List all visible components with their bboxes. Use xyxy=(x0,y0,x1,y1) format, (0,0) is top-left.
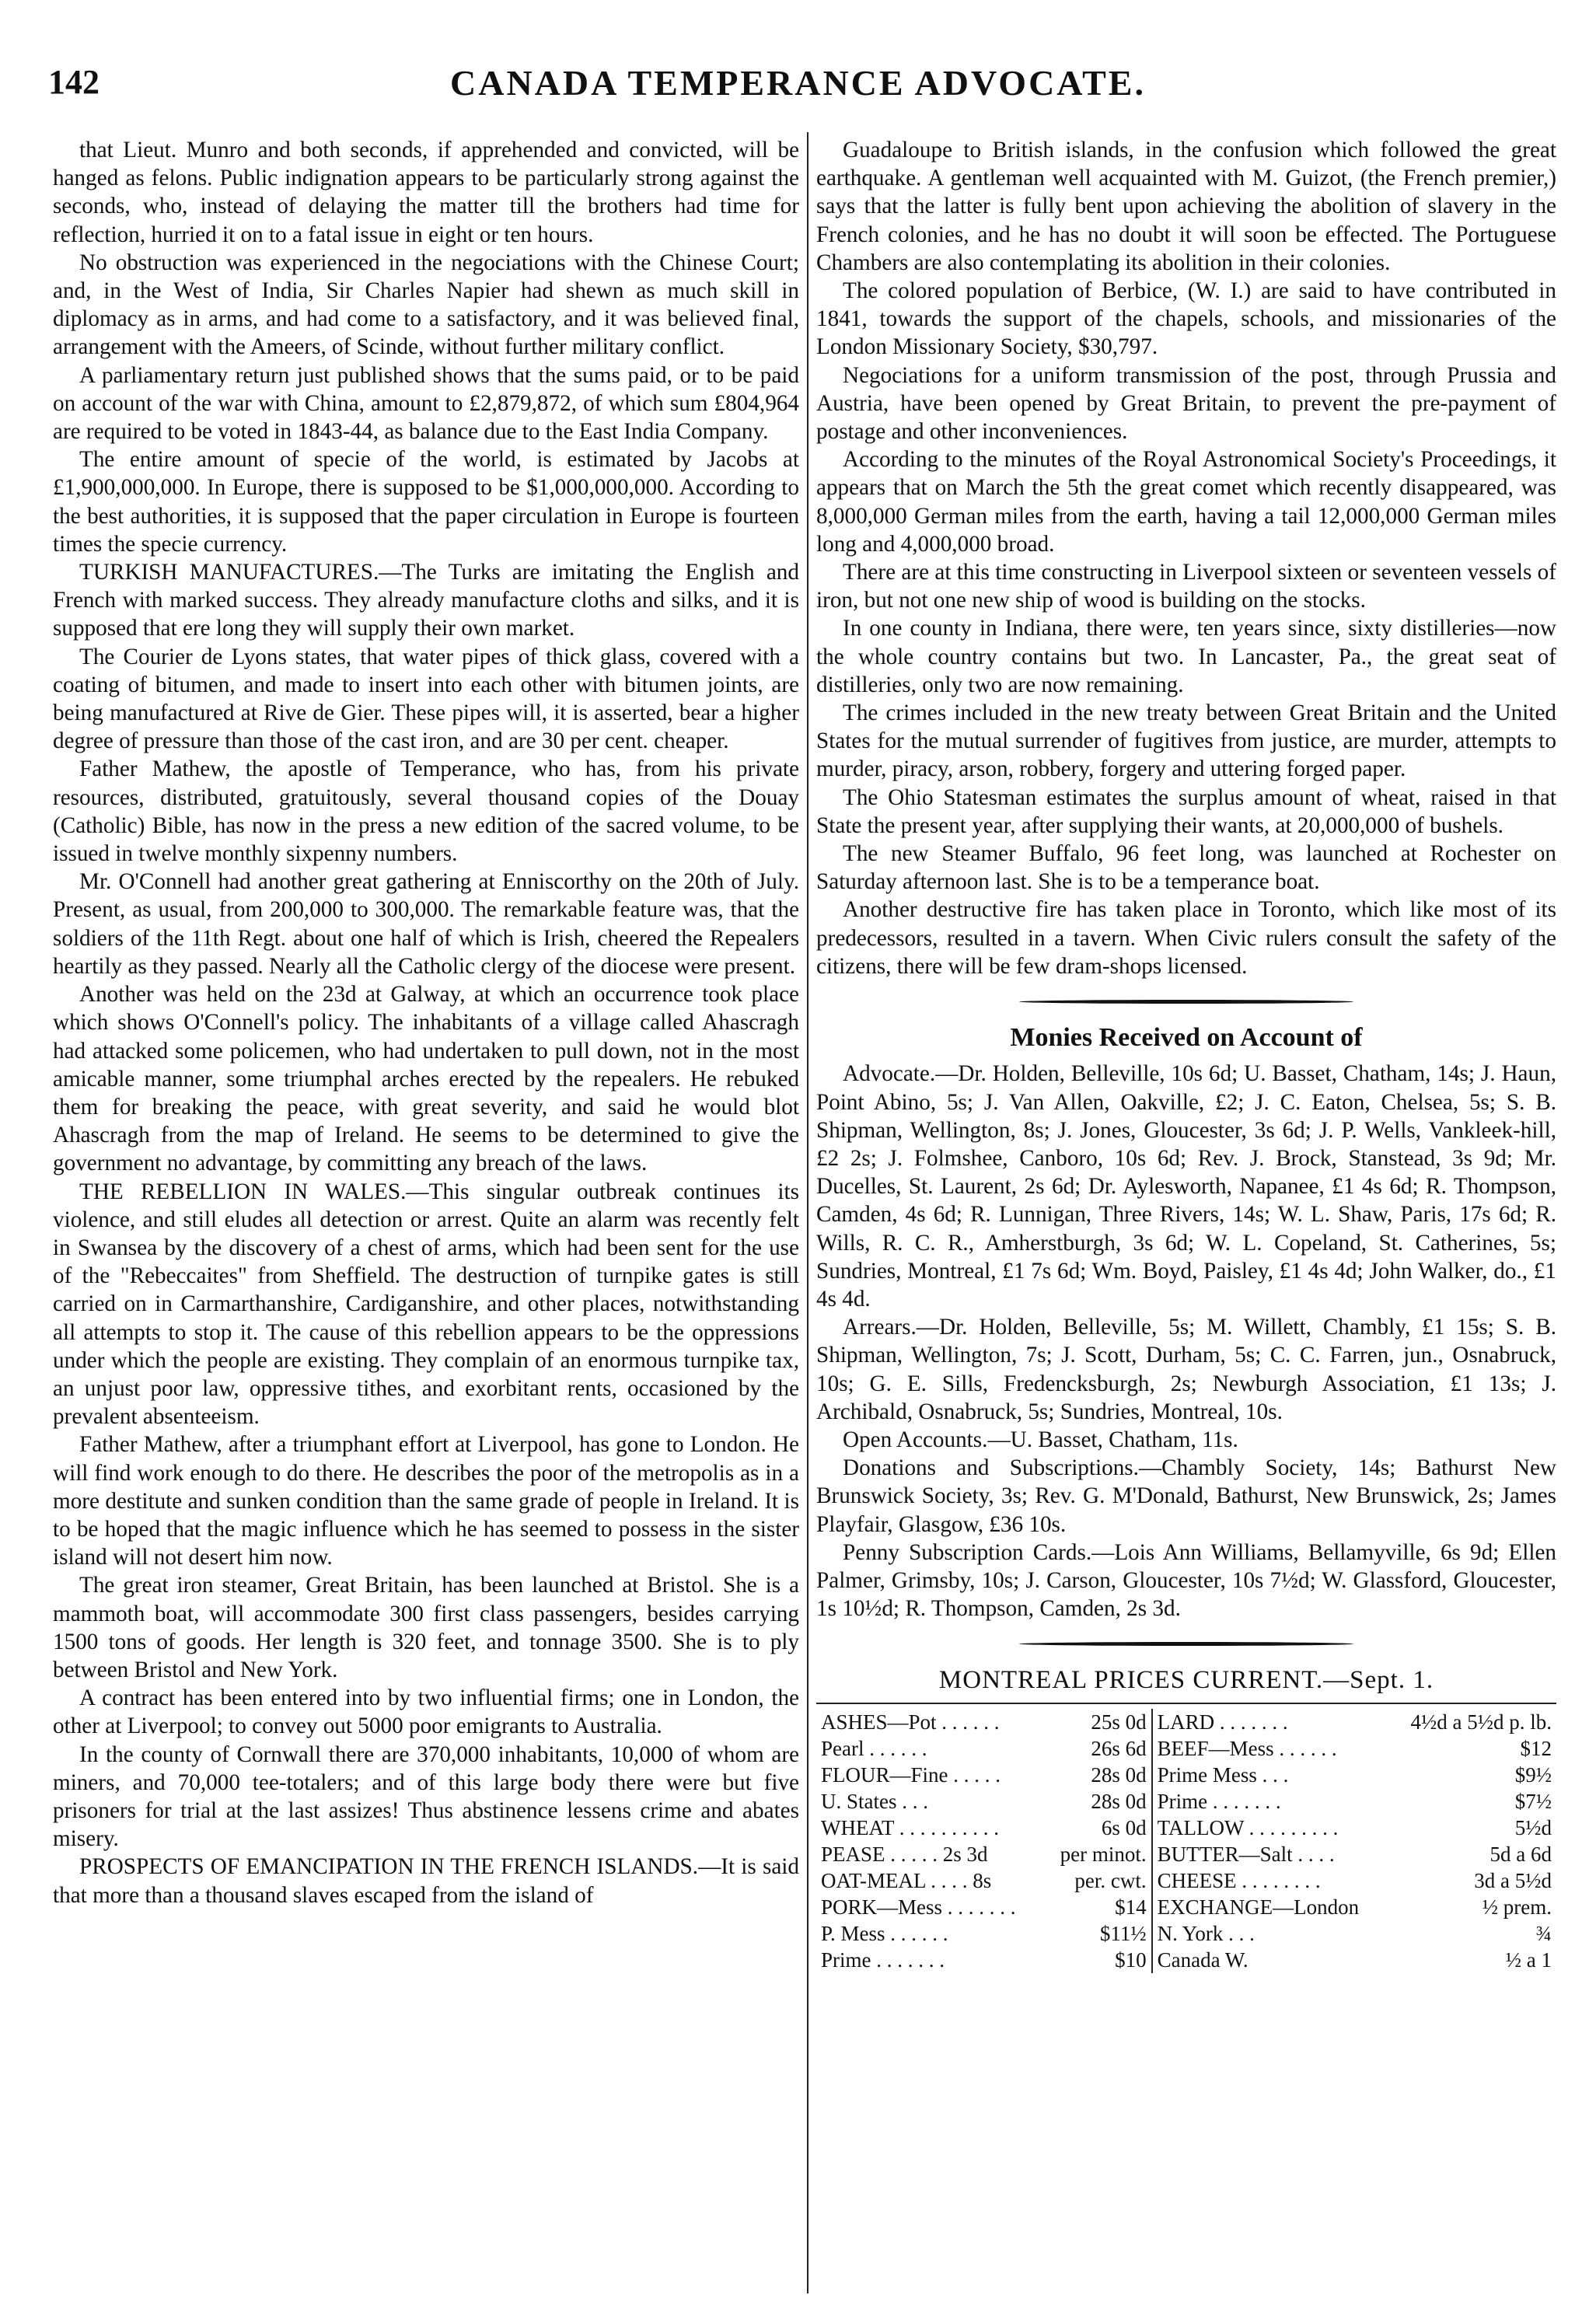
price-label: PORK—Mess . . . . . . . xyxy=(821,1895,1016,1919)
price-label: Prime . . . . . . . xyxy=(1157,1789,1281,1813)
table-row xyxy=(816,1788,1556,1815)
monies-entry: Penny Subscription Cards.—Lois Ann Williams, Bellamyville, 6s 9d; Ellen Palmer, Grimsby, 10s; J. Carson, Gloucester, 10s 7½d; W. Glassford, Gloucester, 1s 10½d; R. Thompson, Camden, 2s 3d. xyxy=(816,1539,1556,1622)
paragraph: In one county in Indiana, there were, ten years since, sixty distilleries—now the whole country contains but two. In Lancaster, Pa., the great seat of distilleries, only two are now remaining. xyxy=(816,616,1556,697)
paragraph: The Courier de Lyons states, that water pipes of thick glass, covered with a coating of bitumen, and made to insert into each other with bitumen joints, are being manufactured at Rive de Gier. These pipes will, it is asserted, bear a higher degree of pressure than those of the cast iron, and are 30 per cent. cheaper. xyxy=(53,644,799,754)
price-value: 26s 6d xyxy=(1044,1735,1151,1762)
monies-entry: Donations and Subscriptions.—Chambly Society, 14s; Bathurst New Brunswick Society, 3s; Rev. G. M'Donald, Bathurst, New Brunswick, 2s; James Playfair, Glasgow, £36 10s. xyxy=(816,1455,1556,1537)
price-value: 6s 0d xyxy=(1044,1815,1151,1841)
page-title: CANADA TEMPERANCE ADVOCATE. xyxy=(450,63,1146,103)
paragraph: Father Mathew, after a triumphant effort at Liverpool, has gone to London. He will find work enough to do there. He describes the poor of the metropolis as in a more destitute and sunken condition than the same grade of people in Ireland. It is to be hoped that the magic influence which he has seemed to possess in the sister island will not desert him now. xyxy=(53,1432,799,1570)
table-row xyxy=(816,1867,1556,1894)
monies-entry: Advocate.—Dr. Holden, Belleville, 10s 6d; U. Basset, Chatham, 14s; J. Haun, Point Abino, 5s; J. Van Allen, Oakville, £2; J. C. Eaton, Chelsea, 5s; S. B. Shipman, Wellington, 8s; J. Jones, Gloucester, 3s 6d; J. P. Wells, Vankleek-hill, £2 2s; J. Folmshee, Canboro, 10s 6d; Rev. J. Brock, Stanstead, 3s 9d; Mr. Ducelles, St. Laurent, 2s 6d; Dr. Aylesworth, Napanee, £1 4s 6d; R. Thompson, Camden, 4s 6d; R. Lunnigan, Three Rivers, 14s; W. L. Shaw, Paris, 17s 6d; R. Wills, R. C. R., Amherstburgh, 3s 6d; W. L. Copeland, St. Catherines, 5s; Sundries, Montreal, £1 7s 6d; Wm. Boyd, Paisley, £1 4s 4d; John Walker, do., £1 4s 4d. xyxy=(816,1061,1556,1312)
monies-entry: Arrears.—Dr. Holden, Belleville, 5s; M. Willett, Chambly, £1 15s; S. B. Shipman, Wellington, 7s; J. Scott, Durham, 5s; C. C. Farren, jun., Osnabruck, 10s; G. E. Sills, Fredencksburgh, 2s; Newburgh Association, £1 13s; J. Archibald, Osnabruck, 5s; Sundries, Montreal, 10s. xyxy=(816,1315,1556,1424)
monies-entry: Open Accounts.—U. Basset, Chatham, 11s. xyxy=(843,1427,1238,1452)
paragraph: Mr. O'Connell had another great gathering at Enniscorthy on the 20th of July. Present, as usual, from 200,000 to 300,000. The remarkable feature was, that the soldiers of the 11th Regt. about one half of which is Irish, cheered the Repealers heartily as they passed. Nearly all the Catholic clergy of the diocese were present. xyxy=(53,869,799,979)
price-value: 4½d a 5½d p. lb. xyxy=(1410,1710,1552,1734)
price-value: $12 xyxy=(1520,1736,1552,1760)
price-value: 28s 0d xyxy=(1044,1788,1151,1815)
price-label: Prime Mess . . . xyxy=(1157,1762,1289,1787)
price-value: ½ prem. xyxy=(1482,1895,1552,1919)
price-value: ½ a 1 xyxy=(1505,1947,1552,1972)
table-row xyxy=(816,1920,1556,1947)
paragraph: Father Mathew, the apostle of Temperance, who has, from his private resources, distributed, gratuitously, several thousand copies of the Douay (Catholic) Bible, has now in the press a new edition of the sacred volume, to be issued in twelve monthly sixpenny numbers. xyxy=(53,756,799,867)
prices-title: MONTREAL PRICES CURRENT.—Sept. 1. xyxy=(938,1666,1434,1695)
paragraph: The colored population of Berbice, (W. I.) are said to have contributed in 1841, towards the support of the chapels, schools, and missionaries of the London Missionary Society, $30,797. xyxy=(816,278,1556,360)
paragraph: that Lieut. Munro and both seconds, if apprehended and convicted, will be hanged as felons. Public indignation appears to be particularly strong against the seconds, who, instead of delaying the matter till the brothers had time for reflection, hurried it on to a fatal issue in eight or ten hours. xyxy=(53,138,799,247)
price-value: per. cwt. xyxy=(1044,1867,1151,1894)
price-label: Canada W. xyxy=(1157,1947,1249,1972)
paragraph: The crimes included in the new treaty between Great Britain and the United States for the mutual surrender of fugitives from justice, are murder, attempts to murder, piracy, arson, robbery, forgery and uttering forged paper. xyxy=(816,700,1556,782)
paragraph: The great iron steamer, Great Britain, has been launched at Bristol. She is a mammoth boat, will accommodate 300 first class passengers, besides carrying 1500 tons of goods. Her length is 320 feet, and tonnage 3500. She is to ply between Bristol and New York. xyxy=(53,1573,799,1682)
price-value: $9½ xyxy=(1514,1762,1552,1787)
price-value: $11½ xyxy=(1044,1920,1151,1947)
price-value: 25s 0d xyxy=(1044,1709,1151,1735)
paragraph: Another destructive fire has taken place in Toronto, which like most of its predecessors, resulted in a tavern. When Civic rulers consult the safety of the citizens, there will be few dram-shops licensed. xyxy=(816,897,1556,979)
table-row xyxy=(816,1815,1556,1841)
column-divider xyxy=(807,132,808,2293)
ornamental-rule xyxy=(816,980,1556,1022)
table-row xyxy=(816,1841,1556,1867)
price-label: FLOUR—Fine . . . . . xyxy=(821,1762,1001,1787)
paragraph: The new Steamer Buffalo, 96 feet long, was launched at Rochester on Saturday afternoon last. She is to be a temperance boat. xyxy=(816,841,1556,895)
price-label: EXCHANGE—London xyxy=(1157,1895,1360,1919)
price-value: 5d a 6d xyxy=(1489,1842,1552,1866)
price-label: PEASE . . . . . 2s 3d xyxy=(821,1842,988,1866)
price-label: CHEESE . . . . . . . . xyxy=(1157,1868,1321,1892)
prices-table xyxy=(816,1709,1556,1973)
price-label: OAT-MEAL . . . . 8s xyxy=(821,1868,992,1892)
price-label: Pearl . . . . . . xyxy=(821,1736,927,1760)
price-value: $7½ xyxy=(1514,1789,1552,1813)
price-label: TALLOW . . . . . . . . . xyxy=(1157,1815,1339,1839)
table-row xyxy=(816,1762,1556,1788)
paragraph: THE REBELLION IN WALES.—This singular outbreak continues its violence, and still eludes all detection or arrest. Quite an alarm was recently felt in Swansea by the discovery of a chest of arms, which had been sent for the use of the "Rebeccaites" from Sheffield. The destruction of turnpike gates is still carried on in Carmarthanshire, Cardiganshire, and other places, notwithstanding all attempts to stop it. The cause of this rebellion appears to be the oppressions under which the people are existing. They complain of an enormous turnpike tax, an unjust poor law, oppressive tithes, and exorbitant rents, occasioned by the prevalent absenteeism. xyxy=(53,1179,799,1430)
page-number: 142 xyxy=(48,63,100,101)
price-value: per minot. xyxy=(1044,1841,1151,1867)
price-value: $14 xyxy=(1044,1894,1151,1920)
paragraph: A parliamentary return just published shows that the sums paid, or to be paid on account of the war with China, amount to £2,879,872, of which sum £804,964 are required to be voted in 1843-44, as balance due to the East India Company. xyxy=(53,362,799,445)
table-row xyxy=(816,1947,1556,1973)
price-label: P. Mess . . . . . . xyxy=(821,1921,948,1945)
price-value: 5½d xyxy=(1514,1815,1552,1839)
paragraph: A contract has been entered into by two influential firms; one in London, the other at Liverpool; to convey out 5000 poor emigrants to Australia. xyxy=(53,1685,799,1739)
paragraph: PROSPECTS OF EMANCIPATION IN THE FRENCH ISLANDS.—It is said that more than a thousand slaves escaped from the island of xyxy=(53,1854,799,1908)
left-column xyxy=(53,136,799,1909)
price-label: Prime . . . . . . . xyxy=(821,1947,945,1972)
ornamental-rule xyxy=(816,1623,1556,1665)
price-label: LARD . . . . . . . xyxy=(1157,1710,1288,1734)
price-label: BUTTER—Salt . . . . xyxy=(1157,1842,1335,1866)
prices-box xyxy=(816,1703,1556,1973)
table-row xyxy=(816,1894,1556,1920)
price-label: ASHES—Pot . . . . . . xyxy=(821,1710,1000,1734)
price-value: 3d a 5½d xyxy=(1474,1868,1552,1892)
paragraph: Another was held on the 23d at Galway, at which an occurrence took place which shows O'Connell's policy. The inhabitants of a village called Ahascragh had attacked some policemen, who had undertaken to pull down, not in the most amicable manner, some triumphal arches erected by the repealers. He rebuked them for breaking the peace, with great severity, and said he would blot Ahascragh from the map of Ireland. He seems to be determined to give the government no advantage, by committing any breach of the laws. xyxy=(53,982,799,1176)
paragraph: TURKISH MANUFACTURES.—The Turks are imitating the English and French with marked success. They already manufacture cloths and silks, and it is supposed that ere long they will supply their own market. xyxy=(53,560,799,641)
price-label: U. States . . . xyxy=(821,1789,928,1813)
paragraph: No obstruction was experienced in the negociations with the Chinese Court; and, in the West of India, Sir Charles Napier had shewn as much skill in diplomacy as in arms, and had come to a satisfactory, and it was believed final, arrangement with the Ameers, of Scinde, without further military conflict. xyxy=(53,250,799,360)
paragraph: The entire amount of specie of the world, is estimated by Jacobs at £1,900,000,000. In Europe, there is supposed to be $1,000,000,000. According to the best authorities, it is supposed that the paper circulation in Europe is fourteen times the specie currency. xyxy=(53,447,799,557)
paragraph: Negociations for a uniform transmission of the post, through Prussia and Austria, have been opened by Great Britain, to prevent the pre-payment of postage and other inconveniences. xyxy=(816,362,1556,445)
paragraph: According to the minutes of the Royal Astronomical Society's Proceedings, it appears that on March the 5th the great comet which recently disappeared, was 8,000,000 German miles from the earth, having a tail 12,000,000 German miles long and 4,000,000 broad. xyxy=(816,447,1556,557)
paragraph: Guadaloupe to British islands, in the confusion which followed the great earthquake. A gentleman well acquainted with M. Guizot, (the French premier,) says that the latter is fully bent upon achieving the abolition of slavery in the French colonies, and he has no doubt it will soon be effected. The Portuguese Chambers are also contemplating its abolition in their colonies. xyxy=(816,138,1556,275)
right-column xyxy=(816,136,1556,1973)
table-row xyxy=(816,1735,1556,1762)
price-label: WHEAT . . . . . . . . . . xyxy=(821,1815,999,1839)
paragraph: There are at this time constructing in Liverpool sixteen or seventeen vessels of iron, but not one new ship of wood is building on the stocks. xyxy=(816,560,1556,613)
table-row xyxy=(816,1709,1556,1735)
price-value: 28s 0d xyxy=(1044,1762,1151,1788)
paragraph: In the county of Cornwall there are 370,000 inhabitants, 10,000 of whom are miners, and 70,000 tee-totalers; and of this large body there were but five prisoners for trial at the last assizes! Thus abstinence lessens crime and abates misery. xyxy=(53,1741,799,1852)
monies-title: Monies Received on Account of xyxy=(1010,1023,1363,1053)
paragraph: The Ohio Statesman estimates the surplus amount of wheat, raised in that State the present year, after supplying their wants, at 20,000,000 of bushels. xyxy=(816,784,1556,838)
price-label: N. York . . . xyxy=(1157,1921,1255,1945)
price-label: BEEF—Mess . . . . . . xyxy=(1157,1736,1337,1760)
price-value: ¾ xyxy=(1535,1921,1552,1945)
price-value: $10 xyxy=(1044,1947,1151,1973)
